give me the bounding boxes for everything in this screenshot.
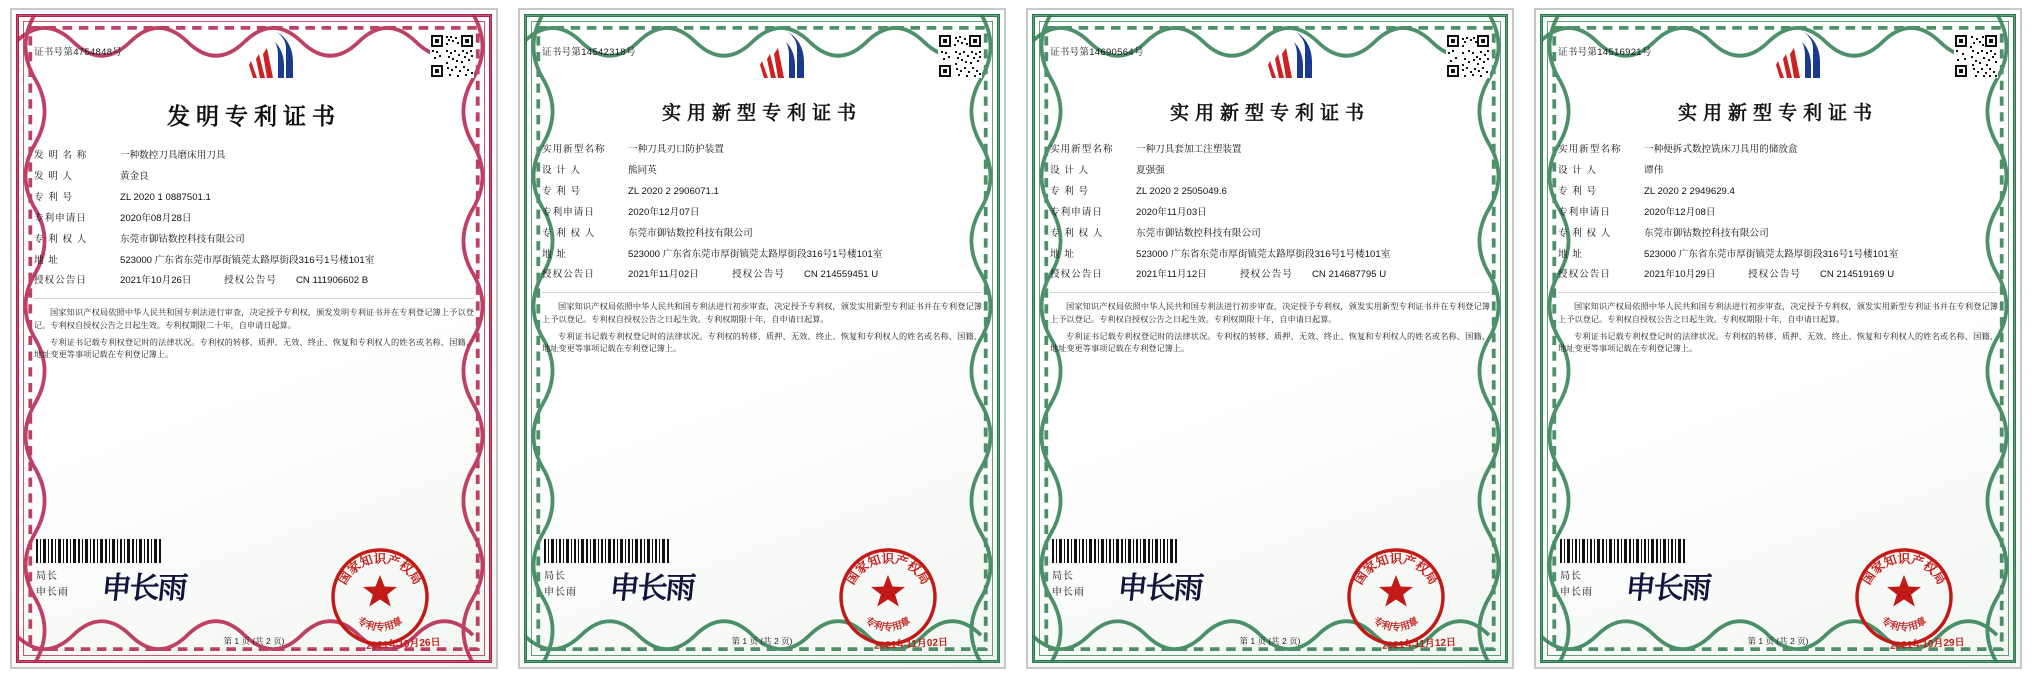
field-label: 专 利 号: [1558, 185, 1598, 197]
cnipa-logo-icon: [237, 28, 315, 88]
qr-code-icon: [1954, 34, 1998, 78]
certificate-card[interactable]: [1524, 0, 2032, 677]
field-label: 专 利 权 人: [542, 227, 596, 239]
field-value: 523000 广东省东莞市厚街镇莞太路厚街段316号1号楼101室: [1136, 248, 1391, 260]
director-name: 申长雨: [1052, 587, 1085, 598]
field-patent-number: [542, 185, 982, 199]
section-divider: [1050, 292, 1490, 293]
director-signature: 申长雨: [1623, 571, 1712, 606]
cnipa-logo-icon: [1764, 28, 1842, 88]
field-invention-name: [542, 143, 982, 157]
certificate-title: 实用新型专利证书: [661, 102, 862, 124]
field-address: [1558, 248, 1998, 262]
legal-paragraph: 专利证书记载专利权登记时的法律状况。专利权的转移、质押、无效、终止、恢复和专利权人的姓名或名称、国籍、地址变更等事项记载在专利登记簿上。: [34, 337, 474, 360]
field-value: 2020年12月07日: [628, 206, 700, 218]
field-value: 2020年11月03日: [1136, 206, 1207, 218]
legal-paragraph: 专利证书记载专利权登记时的法律状况。专利权的转移、质押、无效、终止、恢复和专利权人的姓名或名称、国籍、地址变更等事项记载在专利登记簿上。: [542, 331, 982, 354]
field-inventor: [1558, 164, 1998, 178]
legal-paragraph: 专利证书记载专利权登记时的法律状况。专利权的转移、质押、无效、终止、恢复和专利权人的姓名或名称、国籍、地址变更等事项记载在专利登记簿上。: [1558, 331, 1998, 354]
field-label: 实用新型名称: [1050, 144, 1114, 155]
field-label: 专 利 权 人: [1050, 227, 1104, 239]
certificate-number: 证书号第4754848号: [34, 47, 123, 58]
field-value: 一种刀具刃口防护装置: [628, 144, 724, 155]
field-label: 专利申请日: [1050, 206, 1103, 218]
svg-text:国家知识产权局: 国家知识产权局: [334, 551, 426, 588]
field-value: 523000 广东省东莞市厚街镇莞太路厚街段316号1号楼101室: [120, 254, 375, 266]
legal-text: [34, 307, 474, 362]
certificate-card[interactable]: [1016, 0, 1524, 677]
svg-text:国家知识产权局: 国家知识产权局: [1350, 551, 1442, 588]
certificate-header: [542, 30, 982, 92]
director-signature: 申长雨: [607, 571, 696, 606]
certificate-page: [1026, 8, 1514, 669]
director-title: 局长: [1560, 571, 1582, 582]
certificate-page: [518, 8, 1006, 669]
field-value: CN 111906602 B: [296, 275, 369, 287]
certificate-content: [542, 30, 982, 652]
field-grant-number: [1748, 268, 1894, 282]
legal-text: [1558, 301, 1998, 356]
field-value: 2021年10月29日: [1644, 269, 1716, 281]
director-block: [544, 569, 577, 601]
legal-paragraph: 国家知识产权局依照中华人民共和国专利法进行初步审查，决定授予专利权，颁发实用新型专利证书并在专利登记簿上予以登记。专利权自授权公告之日起生效。专利权期限十年，自申请日起算。: [542, 302, 982, 325]
qr-code-icon: [1446, 34, 1490, 78]
field-label: 设 计 人: [542, 164, 582, 176]
field-patent-holder: [1050, 227, 1490, 241]
field-label: 授权公告日: [1050, 269, 1103, 281]
field-value: 东莞市御钴数控科技有限公司: [120, 233, 245, 245]
field-value: 2021年11月12日: [1136, 269, 1207, 281]
certificate-page: [1534, 8, 2022, 669]
field-patent-number: [1050, 185, 1490, 199]
field-value: 东莞市御钴数控科技有限公司: [1136, 227, 1261, 239]
field-inventor: [34, 170, 474, 184]
svg-text:国家知识产权局: 国家知识产权局: [842, 551, 934, 588]
director-title: 局长: [1052, 571, 1074, 582]
field-value: 523000 广东省东莞市厚街镇莞太路厚街段316号1号楼101室: [628, 248, 883, 260]
director-title: 局长: [36, 571, 58, 582]
field-invention-name: [1050, 143, 1490, 157]
field-application-date: [1558, 206, 1998, 220]
certificate-card[interactable]: [0, 0, 508, 677]
field-label: 实用新型名称: [1558, 144, 1622, 155]
page-number: 第 1 页 (共 2 页): [1747, 636, 1809, 646]
field-grant-row: [34, 274, 474, 288]
certificate-content: [1050, 30, 1490, 652]
certificate-content: [34, 30, 474, 652]
barcode-icon: [544, 539, 672, 563]
field-label: 地 址: [1050, 248, 1075, 260]
field-application-date: [542, 206, 982, 220]
field-patent-holder: [34, 233, 474, 247]
svg-text:专利专用章: 专利专用章: [1879, 615, 1929, 634]
legal-text: [1050, 301, 1490, 356]
certificate-title: 实用新型专利证书: [1169, 102, 1370, 124]
field-label: 专 利 权 人: [1558, 227, 1612, 239]
field-grant-row: [1050, 268, 1490, 282]
certificate-card[interactable]: [508, 0, 1016, 677]
field-label: 发 明 名 称: [34, 150, 88, 161]
seal-date: 2021年11月12日: [1381, 637, 1457, 652]
field-label: 授权公告日: [34, 275, 87, 287]
field-label: 授权公告日: [542, 269, 595, 281]
director-title: 局长: [544, 571, 566, 582]
field-grant-number: [732, 268, 878, 282]
certificate-page: [10, 8, 498, 669]
certificate-number: 证书号第14690564号: [1050, 47, 1144, 58]
cnipa-logo-icon: [748, 28, 826, 88]
field-label: 专利申请日: [1558, 206, 1611, 218]
field-label: 专利申请日: [34, 212, 87, 224]
director-block: [36, 569, 69, 601]
field-value: 一种刀具套加工注塑装置: [1136, 144, 1242, 155]
legal-paragraph: 国家知识产权局依照中华人民共和国专利法进行初步审查，决定授予专利权，颁发实用新型专利证书并在专利登记簿上予以登记。专利权自授权公告之日起生效。专利权期限十年，自申请日起算。: [1558, 302, 1998, 325]
field-value: CN 214559451 U: [804, 269, 879, 281]
page-number: 第 1 页 (共 2 页): [1239, 636, 1301, 646]
field-label: 地 址: [34, 254, 59, 266]
certificate-number: 证书号第14542318号: [542, 47, 636, 58]
field-label: 授权公告日: [1558, 269, 1611, 281]
barcode-icon: [1052, 539, 1180, 563]
field-value: 谭伟: [1644, 164, 1664, 176]
field-label: 专 利 权 人: [34, 233, 88, 245]
field-value: 2020年08月28日: [120, 212, 192, 224]
field-value: 523000 广东省东莞市厚街镇莞太路厚街段316号1号楼101室: [1644, 248, 1899, 260]
field-value: 2021年10月26日: [120, 275, 192, 287]
legal-text: [542, 301, 982, 356]
svg-text:专利专用章: 专利专用章: [863, 615, 913, 634]
page-number: 第 1 页 (共 2 页): [731, 636, 793, 646]
director-signature: 申长雨: [99, 571, 188, 606]
certificate-number: 证书号第14516921号: [1558, 47, 1652, 58]
field-value: ZL 2020 2 2949629.4: [1644, 185, 1735, 197]
seal-date: 2021年10月29日: [1889, 637, 1965, 652]
field-grant-date: [1050, 268, 1240, 282]
field-label: 设 计 人: [1050, 164, 1090, 176]
section-divider: [1558, 292, 1998, 293]
field-grant-number: [1240, 268, 1386, 282]
svg-text:专利专用章: 专利专用章: [1371, 615, 1421, 634]
field-value: CN 214519169 U: [1820, 269, 1895, 281]
director-name: 申长雨: [1560, 587, 1593, 598]
svg-text:专利专用章: 专利专用章: [355, 615, 405, 634]
field-grant-date: [1558, 268, 1748, 282]
field-value: 2021年11月02日: [628, 269, 699, 281]
field-value: 东莞市御钴数控科技有限公司: [628, 227, 753, 239]
director-block: [1560, 569, 1593, 601]
field-value: ZL 2020 2 2906071.1: [628, 185, 719, 197]
field-value: 2020年12月08日: [1644, 206, 1716, 218]
director-name: 申长雨: [544, 587, 577, 598]
field-grant-row: [1558, 268, 1998, 282]
field-value: 东莞市御钴数控科技有限公司: [1644, 227, 1769, 239]
certificate-fields: [34, 149, 474, 288]
field-label: 地 址: [542, 248, 567, 260]
certificate-title: 发明专利证书: [167, 103, 341, 130]
page-number: 第 1 页 (共 2 页): [223, 636, 285, 646]
seal-date: 2021年10月26日: [365, 637, 441, 652]
field-label: 设 计 人: [1558, 164, 1598, 176]
field-value: 一种便拆式数控铣床刀具用的储放盒: [1644, 144, 1798, 155]
field-patent-holder: [1558, 227, 1998, 241]
certificate-fields: [1050, 143, 1490, 282]
certificate-header: [1558, 30, 1998, 92]
barcode-icon: [36, 539, 164, 563]
field-grant-date: [542, 268, 732, 282]
field-label: 专利申请日: [542, 206, 595, 218]
field-patent-number: [1558, 185, 1998, 199]
field-value: 熊同英: [628, 164, 657, 176]
field-value: ZL 2020 1 0887501.1: [120, 191, 211, 203]
qr-code-icon: [938, 34, 982, 78]
field-label: 发 明 人: [34, 170, 74, 182]
field-patent-holder: [542, 227, 982, 241]
certificate-fields: [1558, 143, 1998, 282]
field-inventor: [1050, 164, 1490, 178]
field-invention-name: [1558, 143, 1998, 157]
field-address: [1050, 248, 1490, 262]
field-value: 夏强强: [1136, 164, 1165, 176]
field-label: 授权公告号: [1748, 269, 1801, 281]
field-value: 一种数控刀具磨床用刀具: [120, 150, 226, 161]
section-divider: [34, 298, 474, 299]
legal-paragraph: 国家知识产权局依照中华人民共和国专利法进行初步审查，决定授予专利权，颁发实用新型专利证书并在专利登记簿上予以登记。专利权自授权公告之日起生效。专利权期限十年，自申请日起算。: [1050, 302, 1490, 325]
field-label: 实用新型名称: [542, 144, 606, 155]
field-invention-name: [34, 149, 474, 163]
certificate-header: [34, 30, 474, 92]
field-patent-number: [34, 191, 474, 205]
svg-text:国家知识产权局: 国家知识产权局: [1858, 551, 1950, 588]
field-label: 地 址: [1558, 248, 1583, 260]
certificate-fields: [542, 143, 982, 282]
field-value: 黄金良: [120, 170, 149, 182]
director-name: 申长雨: [36, 587, 69, 598]
cnipa-logo-icon: [1256, 28, 1334, 88]
field-label: 专 利 号: [34, 191, 74, 203]
field-label: 专 利 号: [1050, 185, 1090, 197]
field-grant-row: [542, 268, 982, 282]
field-label: 专 利 号: [542, 185, 582, 197]
certificate-content: [1558, 30, 1998, 652]
field-inventor: [542, 164, 982, 178]
field-label: 授权公告号: [224, 275, 277, 287]
director-block: [1052, 569, 1085, 601]
field-address: [34, 254, 474, 268]
certificate-header: [1050, 30, 1490, 92]
field-application-date: [34, 212, 474, 226]
qr-code-icon: [430, 34, 474, 78]
field-label: 授权公告号: [732, 269, 785, 281]
director-signature: 申长雨: [1115, 571, 1204, 606]
legal-paragraph: 国家知识产权局依照中华人民共和国专利法进行审查，决定授予专利权，颁发发明专利证书并在专利登记簿上予以登记。专利权自授权公告之日起生效。专利权期限二十年，自申请日起算。: [34, 308, 474, 331]
certificate-title: 实用新型专利证书: [1677, 102, 1878, 124]
field-grant-date: [34, 274, 224, 288]
field-application-date: [1050, 206, 1490, 220]
barcode-icon: [1560, 539, 1688, 563]
field-value: CN 214687795 U: [1312, 269, 1387, 281]
field-label: 授权公告号: [1240, 269, 1293, 281]
legal-paragraph: 专利证书记载专利权登记时的法律状况。专利权的转移、质押、无效、终止、恢复和专利权人的姓名或名称、国籍、地址变更等事项记载在专利登记簿上。: [1050, 331, 1490, 354]
section-divider: [542, 292, 982, 293]
field-address: [542, 248, 982, 262]
field-grant-number: [224, 274, 368, 288]
field-value: ZL 2020 2 2505049.6: [1136, 185, 1227, 197]
seal-date: 2021年11月02日: [873, 637, 949, 652]
